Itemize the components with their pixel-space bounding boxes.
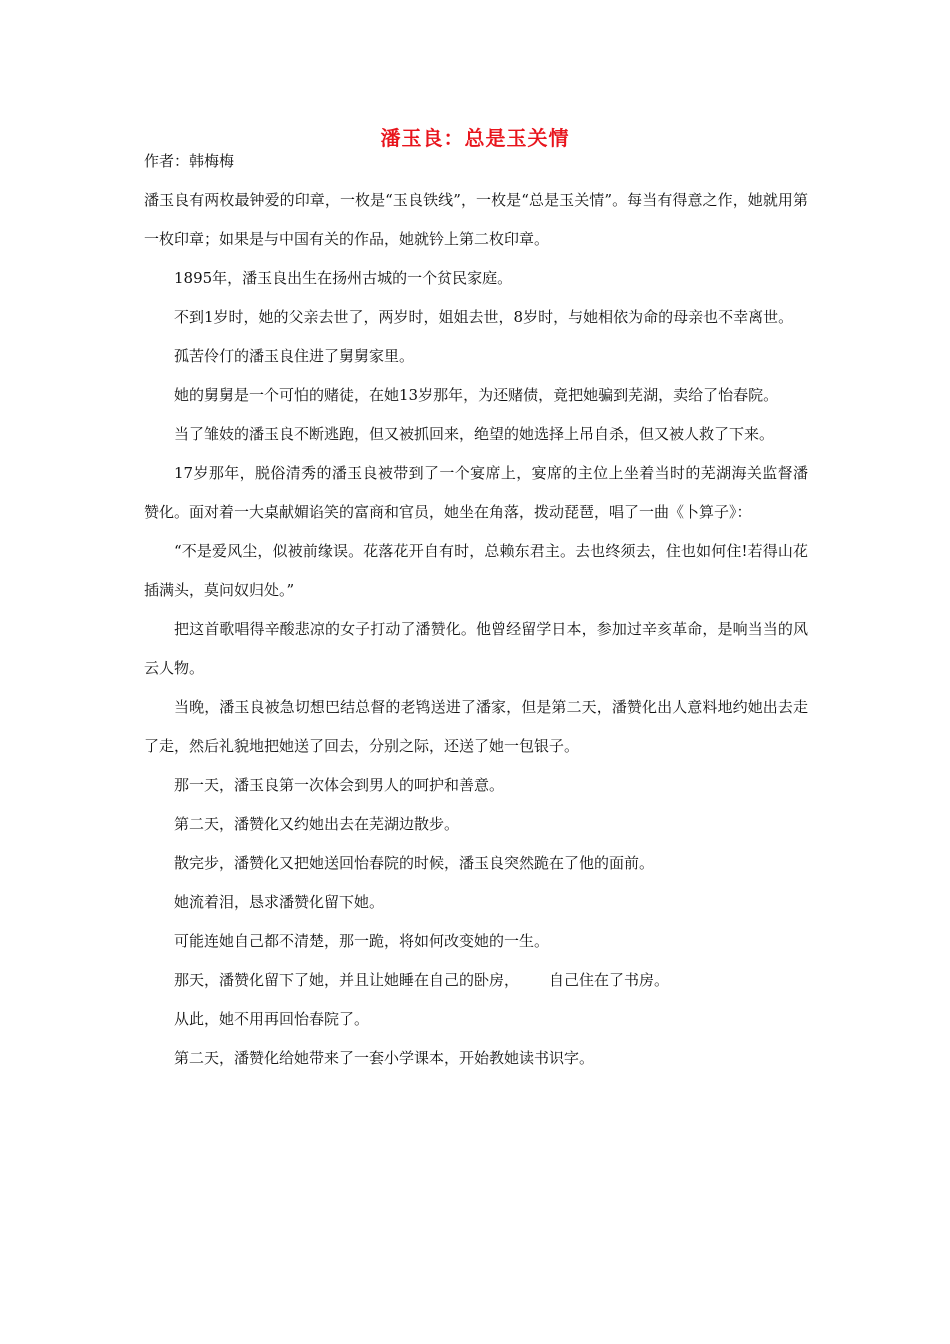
paragraph bbox=[144, 961, 808, 1000]
poem-quote: “不是爱风尘，似被前缘误。花落花开自有时，总赖东君主。去也终须去，住也如何住!若得山花插满头，莫问奴归处。” bbox=[144, 542, 808, 599]
document-body bbox=[144, 181, 808, 1078]
paragraph: 她的舅舅是一个可怕的赌徒，在她13岁那年，为还赌债，竟把她骗到芜湖，卖给了怡春院。 bbox=[174, 386, 779, 404]
paragraph-intro: 潘玉良有两枚最钟爱的印章，一枚是“玉良铁线”，一枚是“总是玉关情”。每当有得意之作，她就用第一枚印章；如果是与中国有关的作品，她就钤上第二枚印章。 bbox=[144, 191, 808, 248]
paragraph-part: 那天，潘赞化留下了她，并且让她睡在自己的卧房， bbox=[174, 971, 520, 989]
paragraph: 把这首歌唱得辛酸悲凉的女子打动了潘赞化。他曾经留学日本，参加过辛亥革命，是响当当的风云人物。 bbox=[144, 620, 808, 677]
paragraph: 可能连她自己都不清楚，那一跪，将如何改变她的一生。 bbox=[174, 932, 550, 950]
paragraph: 散完步，潘赞化又把她送回怡春院的时候，潘玉良突然跪在了他的面前。 bbox=[174, 854, 655, 872]
paragraph: 那一天，潘玉良第一次体会到男人的呵护和善意。 bbox=[174, 776, 505, 794]
paragraph: 孤苦伶仃的潘玉良住进了舅舅家里。 bbox=[174, 347, 415, 365]
paragraph: 从此，她不用再回怡春院了。 bbox=[174, 1010, 370, 1028]
paragraph: 第二天，潘赞化又约她出去在芜湖边散步。 bbox=[174, 815, 460, 833]
paragraph: 当了雏妓的潘玉良不断逃跑，但又被抓回来，绝望的她选择上吊自杀，但又被人救了下来。 bbox=[174, 425, 775, 443]
paragraph: 1895年，潘玉良出生在扬州古城的一个贫民家庭。 bbox=[174, 269, 513, 287]
author-line: 作者：韩梅梅 bbox=[144, 152, 235, 170]
paragraph: 她流着泪，恳求潘赞化留下她。 bbox=[174, 893, 385, 911]
paragraph: 第二天，潘赞化给她带来了一套小学课本，开始教她读书识字。 bbox=[174, 1049, 595, 1067]
paragraph: 当晚，潘玉良被急切想巴结总督的老鸨送进了潘家，但是第二天，潘赞化出人意料地约她出去走了走，然后礼貌地把她送了回去，分别之际，还送了她一包银子。 bbox=[144, 698, 808, 755]
paragraph: 不到1岁时，她的父亲去世了，两岁时，姐姐去世，8岁时，与她相依为命的母亲也不幸离世。 bbox=[174, 308, 794, 326]
paragraph: 17岁那年，脱俗清秀的潘玉良被带到了一个宴席上，宴席的主位上坐着当时的芜湖海关监督潘赞化。面对着一大桌献媚谄笑的富商和官员，她坐在角落，拨动琵琶，唱了一曲《卜算子》： bbox=[144, 464, 808, 521]
document-title: 潘玉良：总是玉关情 bbox=[380, 126, 570, 150]
paragraph-part: 自己住在了书房。 bbox=[549, 971, 670, 989]
